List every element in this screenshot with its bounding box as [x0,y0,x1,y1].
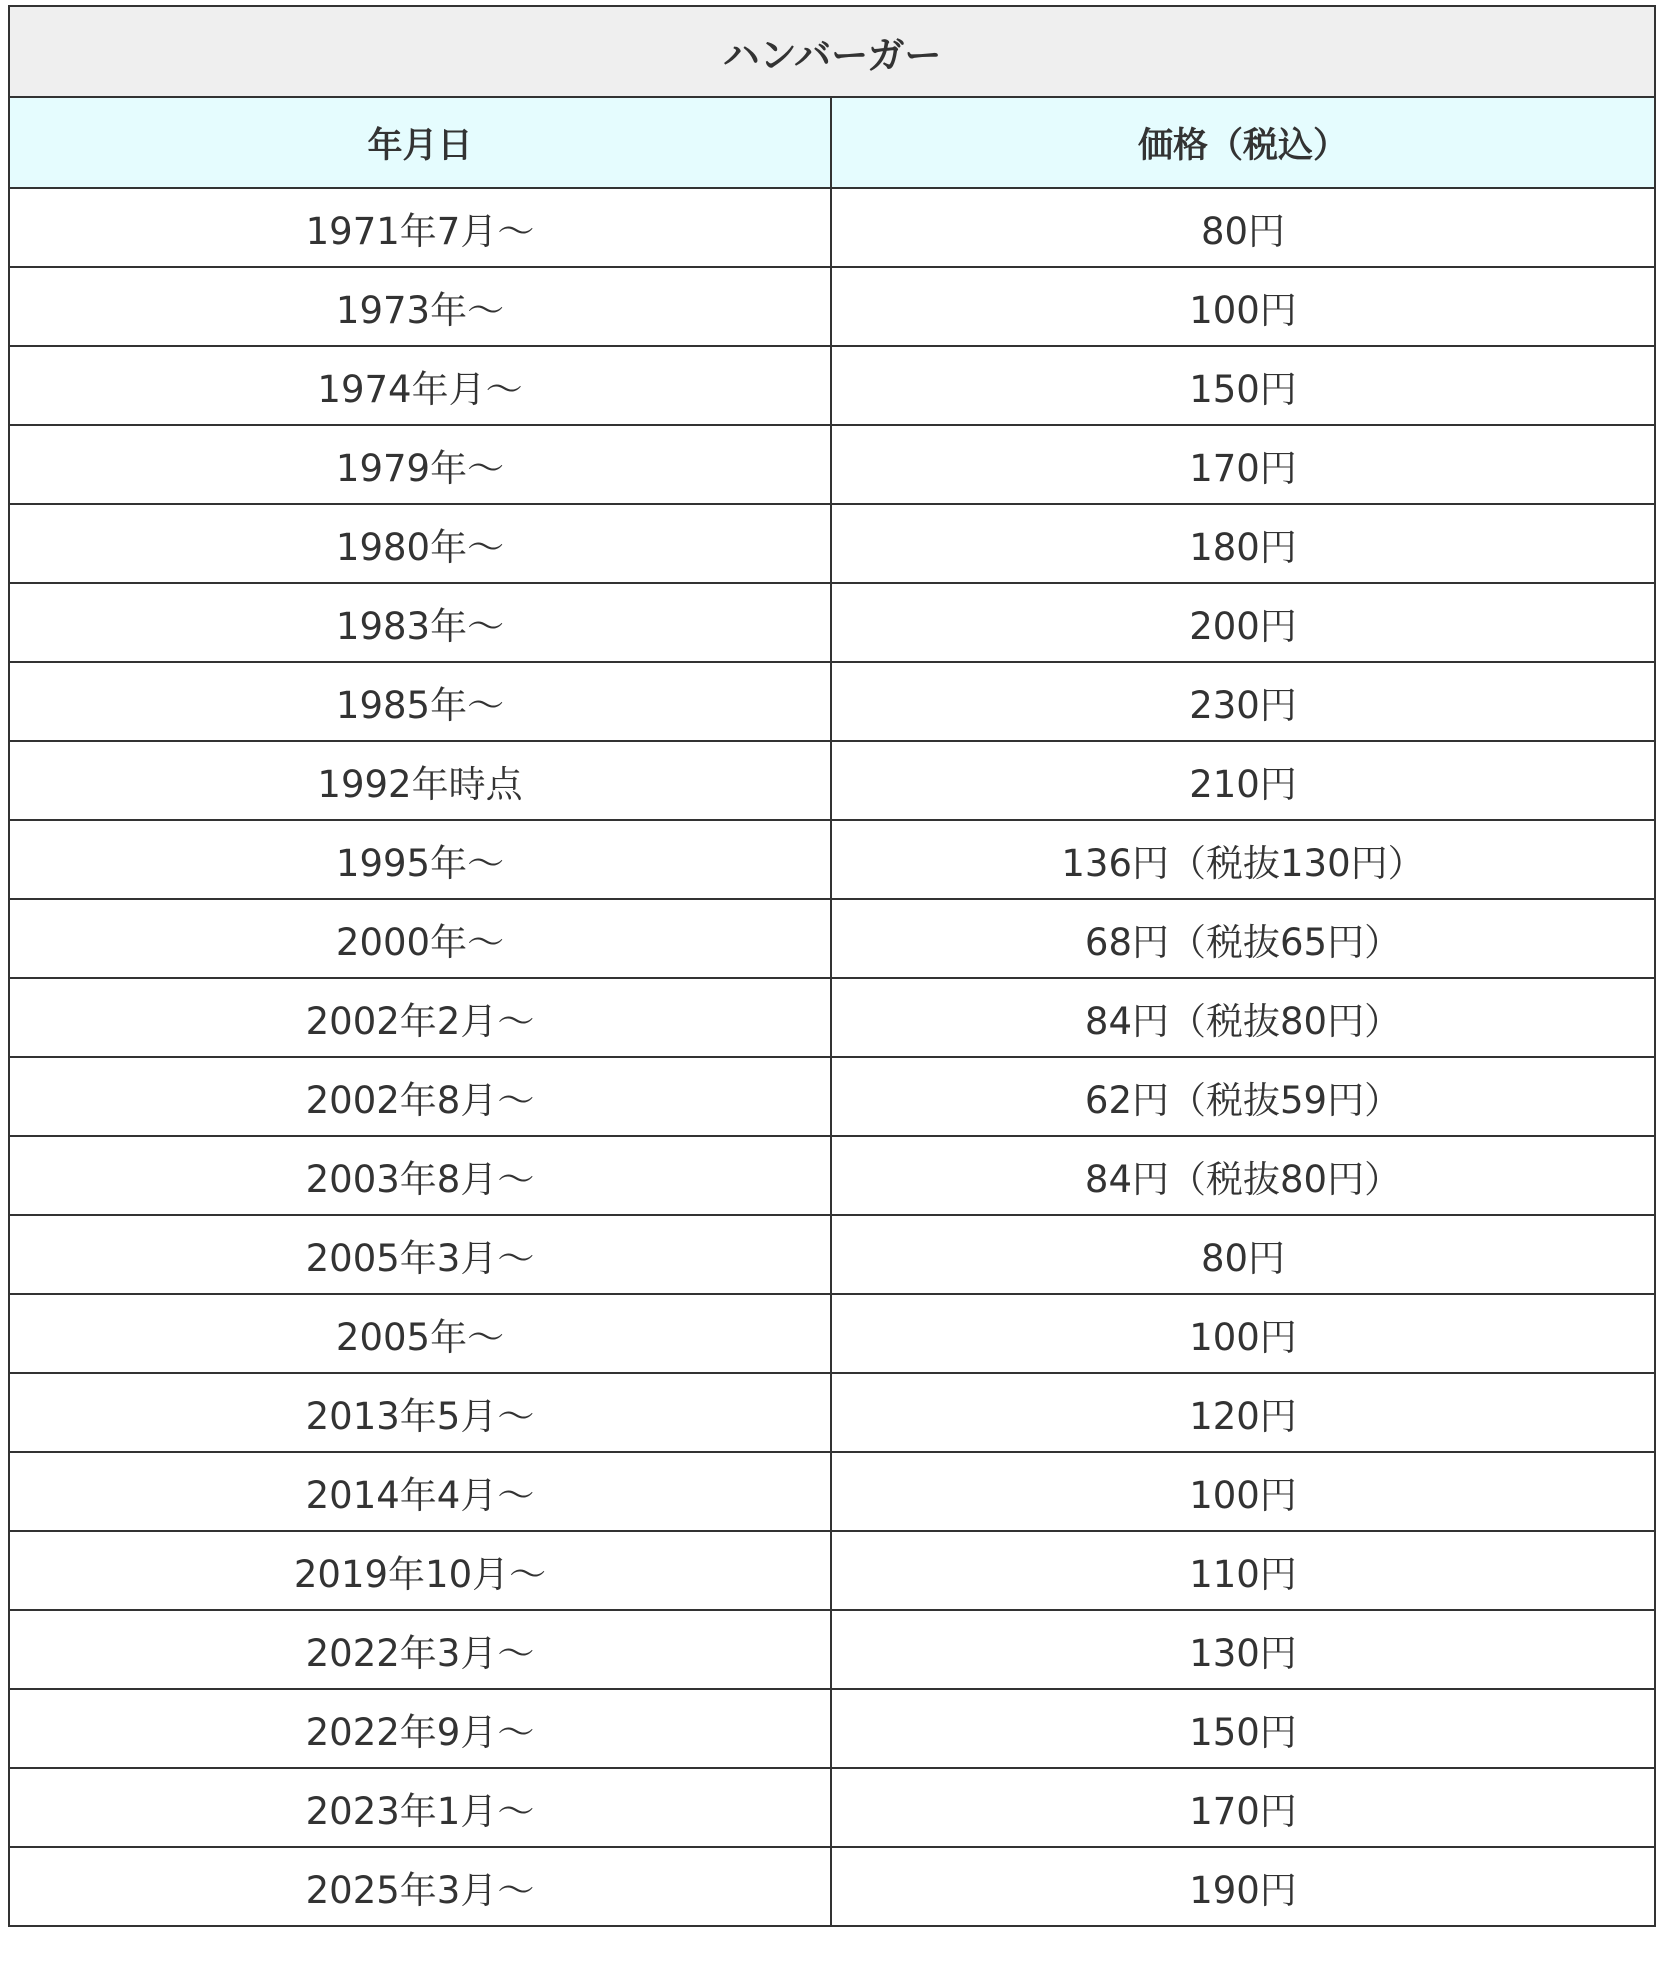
date-cell: 1983年～ [9,583,831,662]
price-cell: 100円 [831,1294,1655,1373]
table-row [9,1768,1655,1847]
price-cell: 84円（税抜80円） [831,1136,1655,1215]
date-cell: 1985年～ [9,662,831,741]
table-row [9,346,1655,425]
price-cell: 230円 [831,662,1655,741]
table-row [9,820,1655,899]
date-cell: 1971年7月～ [9,188,831,267]
date-cell: 2002年2月～ [9,978,831,1057]
price-cell: 130円 [831,1610,1655,1689]
table-row [9,1531,1655,1610]
table-row [9,978,1655,1057]
table-row [9,1057,1655,1136]
table-row [9,741,1655,820]
date-cell: 2025年3月～ [9,1847,831,1926]
price-cell: 190円 [831,1847,1655,1926]
date-cell: 1973年～ [9,267,831,346]
table-row [9,425,1655,504]
price-cell: 80円 [831,1215,1655,1294]
table-row [9,1373,1655,1452]
table-row [9,662,1655,741]
date-cell: 2003年8月～ [9,1136,831,1215]
table-row [9,267,1655,346]
price-cell: 180円 [831,504,1655,583]
table-row [9,583,1655,662]
column-header-date: 年月日 [9,97,831,188]
date-cell: 1995年～ [9,820,831,899]
price-cell: 62円（税抜59円） [831,1057,1655,1136]
table-body [9,188,1655,1926]
date-cell: 2002年8月～ [9,1057,831,1136]
date-cell: 2022年9月～ [9,1689,831,1768]
date-cell: 2023年1月～ [9,1768,831,1847]
date-cell: 1992年時点 [9,741,831,820]
price-cell: 84円（税抜80円） [831,978,1655,1057]
table-title-row [9,6,1655,97]
price-cell: 150円 [831,346,1655,425]
table-row [9,504,1655,583]
table-title: ハンバーガー [9,6,1655,97]
date-cell: 2000年～ [9,899,831,978]
table-row [9,899,1655,978]
price-cell: 170円 [831,425,1655,504]
table-row [9,1215,1655,1294]
table-row [9,1136,1655,1215]
price-cell: 170円 [831,1768,1655,1847]
price-cell: 200円 [831,583,1655,662]
price-cell: 150円 [831,1689,1655,1768]
date-cell: 2014年4月～ [9,1452,831,1531]
table-row [9,1610,1655,1689]
price-cell: 68円（税抜65円） [831,899,1655,978]
table-row [9,1294,1655,1373]
table-row [9,1452,1655,1531]
date-cell: 2005年3月～ [9,1215,831,1294]
date-cell: 2005年～ [9,1294,831,1373]
date-cell: 1974年月～ [9,346,831,425]
date-cell: 2022年3月～ [9,1610,831,1689]
date-cell: 1980年～ [9,504,831,583]
price-history-table [8,5,1656,1927]
date-cell: 1979年～ [9,425,831,504]
price-cell: 210円 [831,741,1655,820]
date-cell: 2013年5月～ [9,1373,831,1452]
column-header-price: 価格（税込） [831,97,1655,188]
price-cell: 100円 [831,1452,1655,1531]
price-cell: 120円 [831,1373,1655,1452]
price-cell: 100円 [831,267,1655,346]
table-header-row [9,97,1655,188]
table-row [9,1689,1655,1768]
date-cell: 2019年10月～ [9,1531,831,1610]
table-row [9,1847,1655,1926]
price-cell: 110円 [831,1531,1655,1610]
price-cell: 80円 [831,188,1655,267]
table-row [9,188,1655,267]
price-cell: 136円（税抜130円） [831,820,1655,899]
